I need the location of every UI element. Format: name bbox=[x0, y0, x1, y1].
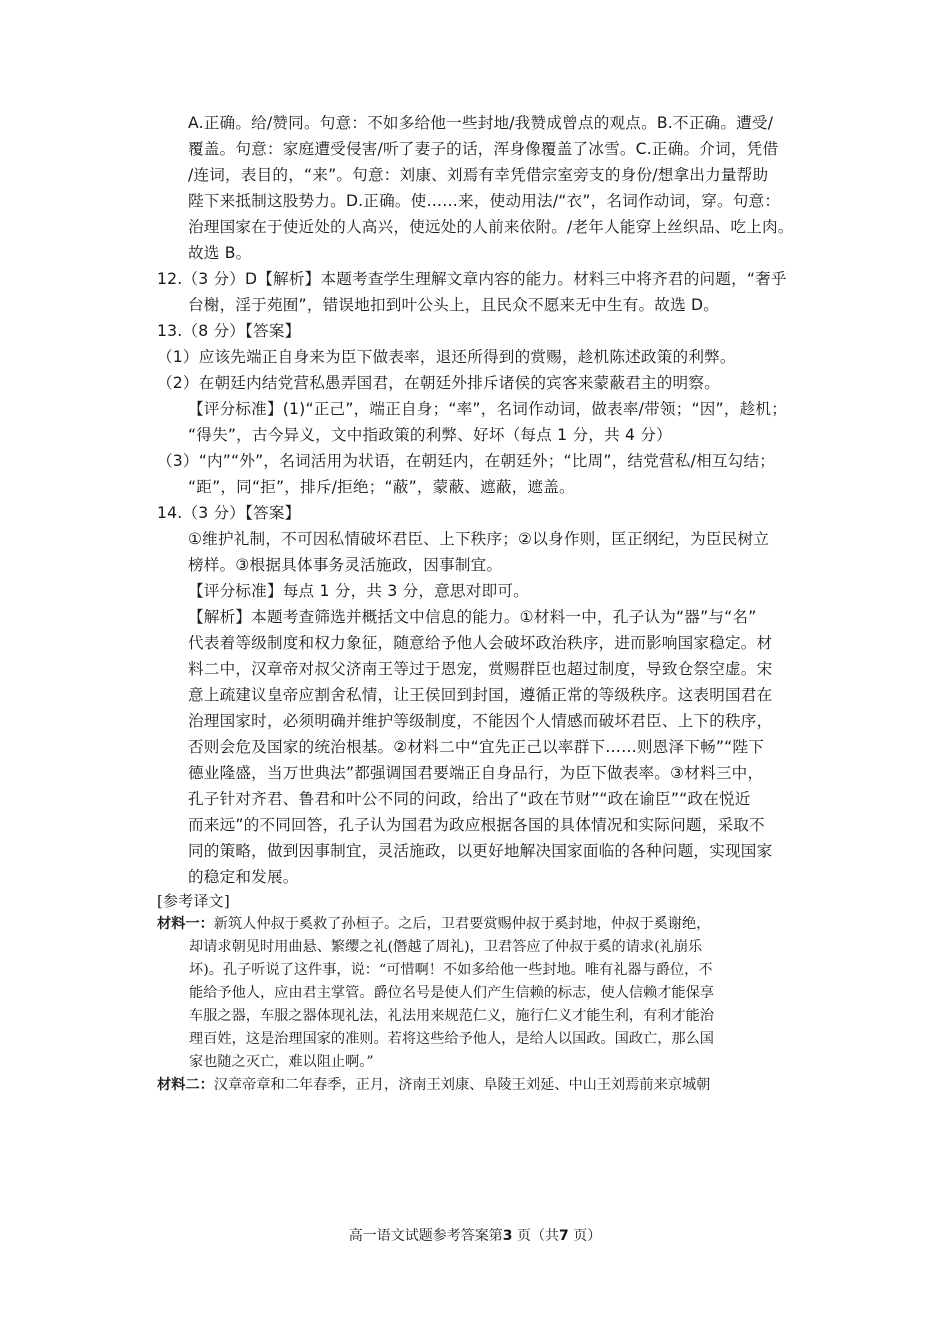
analysis-line: 治理国家时，必须明确并维护等级制度，不能因个人情感而破坏君臣、上下的秩序， bbox=[188, 712, 773, 730]
reference-heading: [参考译文] bbox=[157, 892, 230, 910]
footer-middle: 页（共 bbox=[517, 1228, 559, 1244]
footer-suffix: 页） bbox=[573, 1228, 602, 1244]
analysis-line: 同的策略，做到因事制宜，灵活施政，以更好地解决国家面临的各种问题，实现国家 bbox=[188, 842, 773, 860]
answer-line: /连词，表目的，“来”。句意：刘康、刘焉有幸凭借宗室旁支的身份/想拿出力量帮助 bbox=[188, 166, 769, 184]
translation-line: 却请求朝见时用曲悬、繁缨之礼(僭越了周礼)，卫君答应了仲叔于奚的请求(礼崩乐 bbox=[189, 939, 703, 955]
translation-line: 家也随之灭亡，难以阻止啊。” bbox=[189, 1054, 374, 1070]
translation-text: 新筑人仲叔于奚救了孙桓子。之后，卫君要赏赐仲叔于奚封地，仲叔于奚谢绝， bbox=[213, 916, 711, 932]
material-1-label: 材料一： bbox=[157, 916, 214, 932]
translation-line: 理百姓，这是治理国家的准则。若将这些给予他人，是给人以国政。国政亡，那么国 bbox=[189, 1031, 714, 1047]
analysis-line: 而来远”的不同回答，孔子认为国君为政应根据各国的具体情况和实际问题，采取不 bbox=[188, 816, 765, 834]
scoring-line: 【评分标准】(1)“正己”，端正自身；“率”，名词作动词，做表率/带领；“因”，趁机； bbox=[188, 400, 788, 418]
answer-line: “距”，同“拒”，排斥/拒绝；“蔽”，蒙蔽、遮蔽，遮盖。 bbox=[188, 478, 575, 496]
answer-line: （2）在朝廷内结党营私愚弄国君，在朝廷外排斥诸侯的宾客来蒙蔽君主的明察。 bbox=[157, 374, 720, 392]
answer-line: ①维护礼制，不可因私情破坏君臣、上下秩序；②以身作则，匡正纲纪，为臣民树立 bbox=[188, 530, 770, 548]
analysis-line: 德业隆盛，当万世典法”都强调国君要端正自身品行，为臣下做表率。③材料三中， bbox=[188, 764, 764, 782]
analysis-line: 代表着等级制度和权力象征，随意给予他人会破坏政治秩序，进而影响国家稳定。材 bbox=[188, 634, 773, 652]
translation-text: 汉章帝章和二年春季，正月，济南王刘康、阜陵王刘延、中山王刘焉前来京城朝 bbox=[213, 1077, 711, 1093]
answer-line: 陛下来抵制这股势力。D.正确。使……来，使动用法/“衣”，名词作动词，穿。句意： bbox=[188, 192, 781, 210]
scoring-line: 【评分标准】每点 1 分，共 3 分，意思对即可。 bbox=[188, 582, 529, 600]
answer-line: 台榭，淫于苑囿”，错误地扣到叶公头上，且民众不愿来无中生有。故选 D。 bbox=[188, 296, 720, 314]
analysis-line: 【解析】本题考查筛选并概括文中信息的能力。①材料一中，孔子认为“器”与“名” bbox=[188, 608, 757, 626]
translation-line: 能给予他人，应由君主掌管。爵位名号是使人们产生信赖的标志，使人信赖才能保享 bbox=[189, 985, 714, 1001]
page-footer bbox=[0, 1226, 950, 1246]
analysis-line: 的稳定和发展。 bbox=[188, 868, 299, 886]
answer-line: 治理国家在于使近处的人高兴，使远处的人前来依附。/老年人能穿上丝织品、吃上肉。 bbox=[188, 218, 794, 236]
analysis-line: 料二中，汉章帝对叔父济南王等过于恩宠，赏赐群臣也超过制度，导致仓祭空虚。宋 bbox=[188, 660, 773, 678]
question-12-header: 12.（3 分）D【解析】本题考查学生理解文章内容的能力。材料三中将齐君的问题，“奢乎 bbox=[157, 270, 787, 288]
answer-line: 故选 B。 bbox=[188, 244, 252, 262]
analysis-line: 否则会危及国家的统治根基。②材料二中“宜先正己以率群下……则恩泽下畅”“陛下 bbox=[188, 738, 765, 756]
translation-line bbox=[157, 1075, 710, 1095]
analysis-line: 意上疏建议皇帝应割舍私情，让王侯回到封国，遵循正常的等级秩序。这表明国君在 bbox=[188, 686, 773, 704]
material-2-label: 材料二： bbox=[157, 1077, 214, 1093]
answer-line: A.正确。给/赞同。句意：不如多给他一些封地/我赞成曾点的观点。B.不正确。遭受/ bbox=[188, 114, 774, 132]
footer-total-pages: 7 bbox=[559, 1228, 569, 1244]
question-13-header: 13.（8 分）【答案】 bbox=[157, 322, 301, 340]
footer-prefix: 高一语文试题参考答案第 bbox=[348, 1228, 503, 1244]
translation-line bbox=[157, 914, 710, 934]
answer-line: （3）“内”“外”，名词活用为状语，在朝廷内，在朝廷外；“比周”，结党营私/相互勾结； bbox=[157, 452, 776, 470]
scoring-line: “得失”，古今异义，文中指政策的利弊、好坏（每点 1 分，共 4 分） bbox=[188, 426, 672, 444]
answer-line: （1）应该先端正自身来为臣下做表率，退还所得到的赏赐，趁机陈述政策的利弊。 bbox=[157, 348, 736, 366]
translation-line: 坏)。孔子听说了这件事，说：“可惜啊！不如多给他一些封地。唯有礼器与爵位，不 bbox=[189, 962, 713, 978]
footer-page-number: 3 bbox=[502, 1228, 513, 1244]
question-14-header: 14.（3 分）【答案】 bbox=[157, 504, 301, 522]
translation-line: 车服之器，车服之器体现礼法，礼法用来规范仁义，施行仁义才能生利，有利才能治 bbox=[189, 1008, 714, 1024]
answer-line: 榜样。③根据具体事务灵活施政，因事制宜。 bbox=[188, 556, 503, 574]
analysis-line: 孔子针对齐君、鲁君和叶公不同的问政，给出了“政在节财”“政在谕臣”“政在悦近 bbox=[188, 790, 751, 808]
answer-line: 覆盖。句意：家庭遭受侵害/听了妻子的话，浑身像覆盖了冰雪。C.正确。介词，凭借 bbox=[188, 140, 779, 158]
